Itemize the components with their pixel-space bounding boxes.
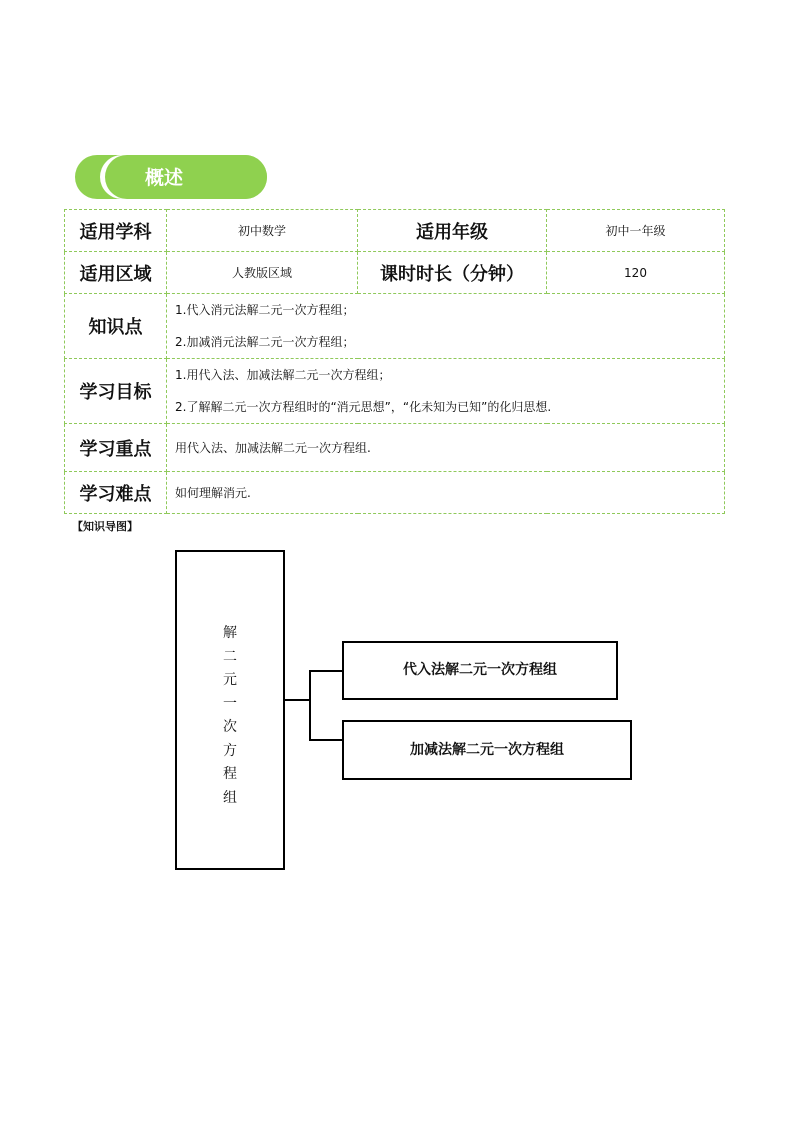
region-value: 人教版区域 xyxy=(167,252,358,294)
root-char: 组 xyxy=(223,789,237,806)
root-char: 次 xyxy=(223,719,237,735)
root-char: 二 xyxy=(223,648,237,665)
section-title: 概述 xyxy=(145,167,184,189)
knowledge-item: 1.代入消元法解二元一次方程组； xyxy=(175,303,355,317)
subject-label: 适用学科 xyxy=(65,210,167,252)
duration-label: 课时时长（分钟） xyxy=(358,252,547,294)
mind-map-title: 【知识导图】 xyxy=(72,520,138,533)
grade-value: 初中一年级 xyxy=(547,210,725,252)
connector-stem xyxy=(285,699,310,701)
region-label: 适用区域 xyxy=(65,252,167,294)
mind-map-root xyxy=(175,550,285,870)
course-info-table xyxy=(64,209,725,514)
subject-value: 初中数学 xyxy=(167,210,358,252)
root-char: 程 xyxy=(223,766,237,782)
table-row xyxy=(65,472,725,514)
mind-map-branch-elimination: 加减法解二元一次方程组 xyxy=(342,720,632,780)
difficulty-value: 如何理解消元. xyxy=(167,472,725,514)
focus-value: 用代入法、加减法解二元一次方程组. xyxy=(167,424,725,472)
root-char: 方 xyxy=(223,742,237,759)
focus-label: 学习重点 xyxy=(65,424,167,472)
section-tab-inner xyxy=(105,155,267,199)
table-row xyxy=(65,210,725,252)
table-row xyxy=(65,294,725,359)
knowledge-label: 知识点 xyxy=(65,294,167,359)
knowledge-item: 2.加减消元法解二元一次方程组； xyxy=(175,335,355,349)
goal-item: 2.了解解二元一次方程组时的“消元思想”，“化未知为已知”的化归思想. xyxy=(175,400,552,414)
mind-map-root-text xyxy=(177,622,283,810)
connector-branch-2 xyxy=(309,739,342,741)
difficulty-label: 学习难点 xyxy=(65,472,167,514)
root-char: 解 xyxy=(223,625,237,641)
table-row xyxy=(65,424,725,472)
duration-value: 120 xyxy=(547,252,725,294)
mind-map-branch-substitution: 代入法解二元一次方程组 xyxy=(342,641,618,700)
grade-label: 适用年级 xyxy=(358,210,547,252)
learning-goals xyxy=(167,359,725,424)
table-row xyxy=(65,359,725,424)
root-char: 元 xyxy=(223,672,237,688)
goals-label: 学习目标 xyxy=(65,359,167,424)
root-char: 一 xyxy=(223,695,237,712)
connector-vertical xyxy=(309,670,311,740)
table-row xyxy=(65,252,725,294)
knowledge-points xyxy=(167,294,725,359)
connector-branch-1 xyxy=(309,670,342,672)
goal-item: 1.用代入法、加减法解二元一次方程组； xyxy=(175,368,391,382)
